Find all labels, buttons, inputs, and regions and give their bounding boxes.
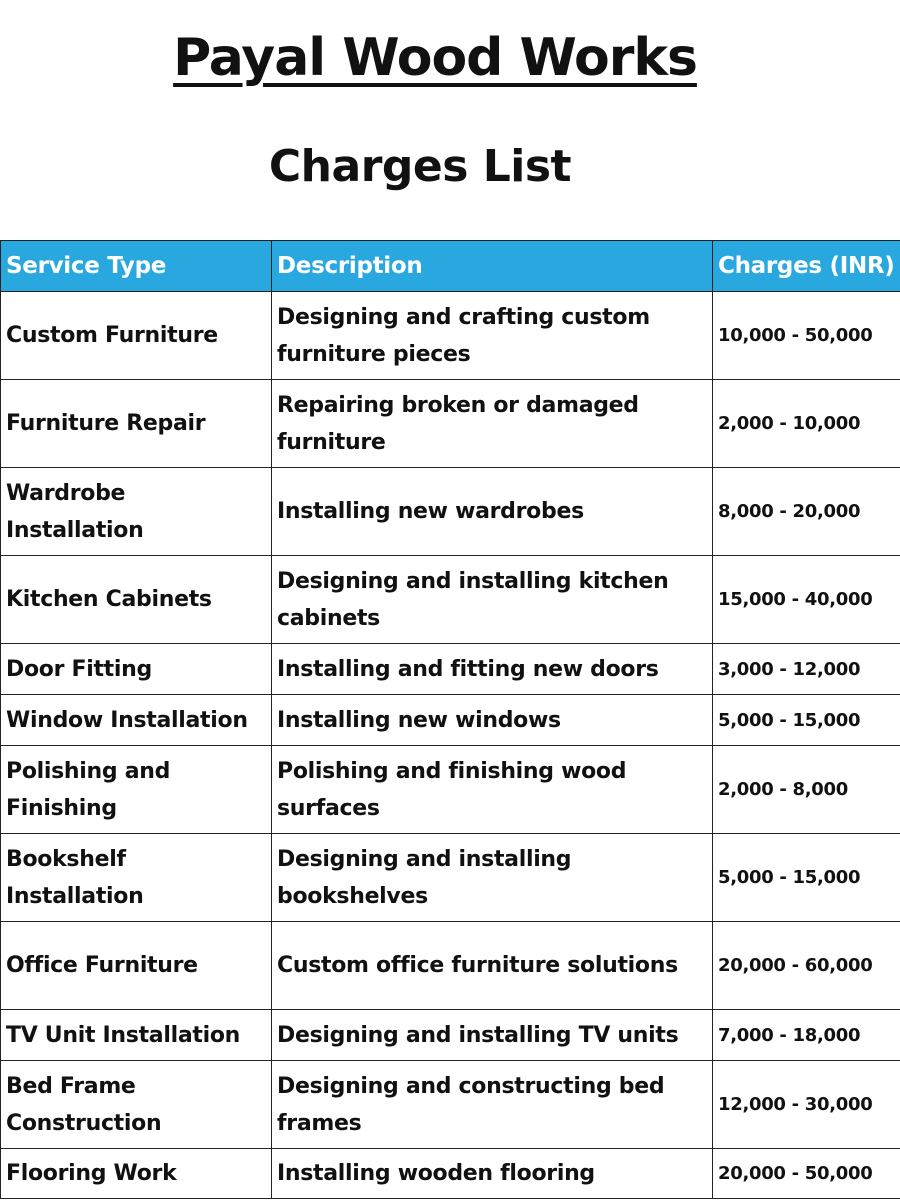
- charges-cell: 5,000 - 15,000: [713, 695, 900, 746]
- service-cell: Bed Frame Construction: [1, 1061, 272, 1149]
- charges-cell: 15,000 - 40,000: [713, 556, 900, 644]
- table-row: [1, 834, 900, 922]
- description-cell: Designing and installing TV units: [272, 1010, 713, 1061]
- service-cell: Polishing and Finishing: [1, 746, 272, 834]
- description-cell: Designing and installing bookshelves: [272, 834, 713, 922]
- table-header-row: [1, 241, 900, 292]
- service-cell: Office Furniture: [1, 922, 272, 1010]
- description-cell: Designing and constructing bed frames: [272, 1061, 713, 1149]
- description-cell: Installing new windows: [272, 695, 713, 746]
- service-cell: Window Installation: [1, 695, 272, 746]
- page-subtitle: Charges List: [268, 141, 572, 192]
- charges-cell: 5,000 - 15,000: [713, 834, 900, 922]
- description-cell: Installing new wardrobes: [272, 468, 713, 556]
- service-cell: Bookshelf Installation: [1, 834, 272, 922]
- description-cell: Repairing broken or damaged furniture: [272, 380, 713, 468]
- table-row: [1, 1061, 900, 1149]
- table-row: [1, 380, 900, 468]
- description-cell: Polishing and finishing wood surfaces: [272, 746, 713, 834]
- page-title-text: Payal Wood Works: [173, 28, 697, 88]
- charges-cell: 7,000 - 18,000: [713, 1010, 900, 1061]
- table-row: [1, 292, 900, 380]
- description-cell: Designing and installing kitchen cabinets: [272, 556, 713, 644]
- charges-cell: 20,000 - 60,000: [713, 922, 900, 1010]
- charges-cell: 12,000 - 30,000: [713, 1061, 900, 1149]
- charges-cell: 2,000 - 10,000: [713, 380, 900, 468]
- table-row: [1, 468, 900, 556]
- page-title: [0, 18, 870, 98]
- description-cell: Designing and crafting custom furniture pieces: [272, 292, 713, 380]
- service-cell: Furniture Repair: [1, 380, 272, 468]
- service-cell: Flooring Work: [1, 1149, 272, 1199]
- description-cell: Custom office furniture solutions: [272, 922, 713, 1010]
- charges-cell: 8,000 - 20,000: [713, 468, 900, 556]
- service-cell: Door Fitting: [1, 644, 272, 695]
- table-row: [1, 556, 900, 644]
- description-cell: Installing wooden flooring: [272, 1149, 713, 1199]
- table-row: [1, 695, 900, 746]
- service-cell: Kitchen Cabinets: [1, 556, 272, 644]
- column-header-charges: Charges (INR): [713, 241, 900, 292]
- table-row: [1, 1010, 900, 1061]
- charges-cell: 20,000 - 50,000: [713, 1149, 900, 1199]
- table-row: [1, 922, 900, 1010]
- table-row: [1, 1149, 900, 1199]
- charges-table: [0, 240, 900, 1199]
- charges-cell: 10,000 - 50,000: [713, 292, 900, 380]
- charges-cell: 2,000 - 8,000: [713, 746, 900, 834]
- service-cell: Wardrobe Installation: [1, 468, 272, 556]
- charges-cell: 3,000 - 12,000: [713, 644, 900, 695]
- column-header-service-type: Service Type: [1, 241, 272, 292]
- column-header-description: Description: [272, 241, 713, 292]
- service-cell: TV Unit Installation: [1, 1010, 272, 1061]
- table-row: [1, 746, 900, 834]
- service-cell: Custom Furniture: [1, 292, 272, 380]
- table-row: [1, 644, 900, 695]
- description-cell: Installing and fitting new doors: [272, 644, 713, 695]
